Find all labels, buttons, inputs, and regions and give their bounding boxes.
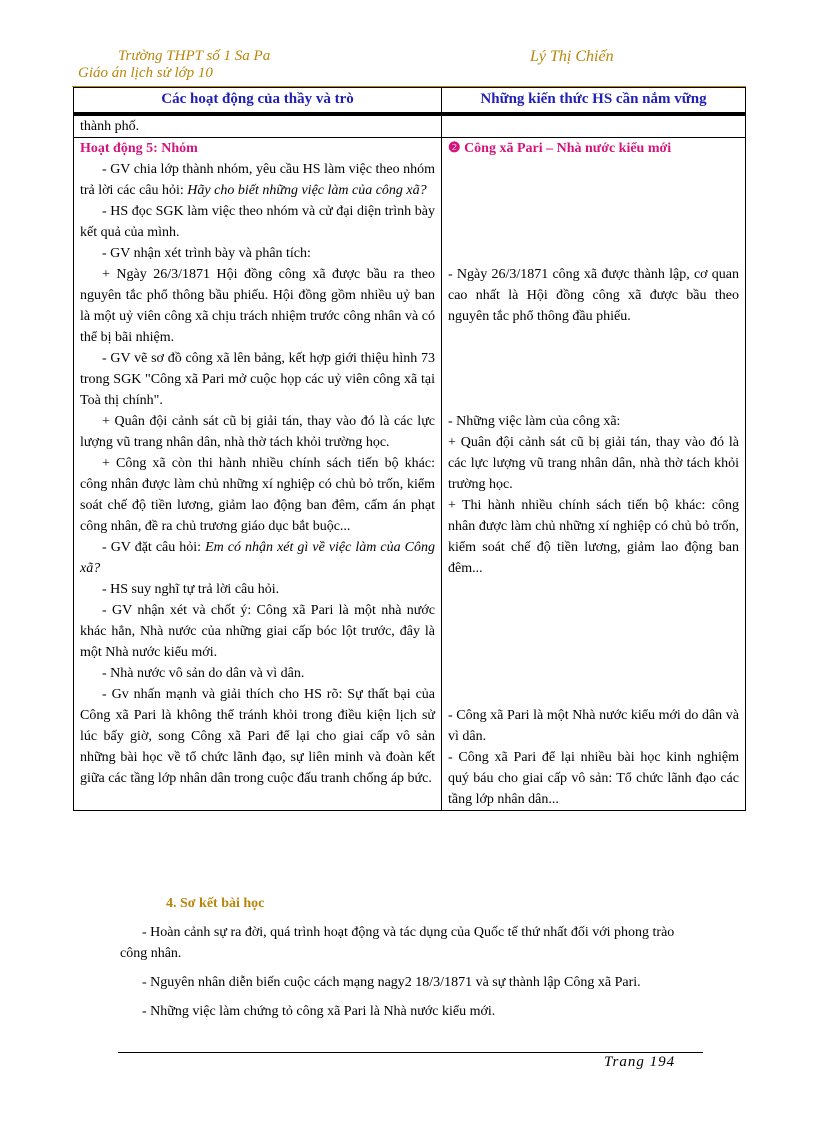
summary-item: - Hoàn cảnh sự ra đời, quá trình hoạt động và tác dụng của Quốc tế thứ nhất đối với phong trào công nhân. — [120, 925, 675, 961]
summary-item: - Những việc làm chứng tỏ công xã Pari là Nhà nước kiểu mới. — [142, 1004, 496, 1019]
summary-item: - Nguyên nhân diễn biến cuộc cách mạng nagy2 18/3/1871 và sự thành lập Công xã Pari. — [142, 975, 641, 990]
table-header-row — [74, 88, 746, 113]
page-number: Trang 194 — [604, 1054, 676, 1070]
activity-para: - Gv nhấn mạnh và giải thích cho HS rõ: Sự thất bại của Công xã Pari là không thể tránh khỏi trong điều kiện lịch sử lúc bấy giờ, song Công xã Pari để lại cho giai cấp vô sản những bài học về tổ chức lãnh đạo, sự liên minh và đoàn kết giữa các tầng lớp nhân dân trong cuộc đấu tranh chống áp bức. — [80, 687, 435, 786]
header-teacher: Lý Thị Chiến — [530, 48, 614, 65]
col1-header: Các hoạt động của thầy và trò — [74, 88, 442, 113]
footer-rule — [118, 1052, 703, 1053]
header-school: Trường THPT số 1 Sa Pa — [118, 48, 271, 64]
knowledge-para: - Công xã Pari là một Nhà nước kiểu mới do dân và vì dân. — [448, 708, 739, 744]
knowledge-para: + Thi hành nhiều chính sách tiến bộ khác: công nhân được làm chủ những xí nghiệp có chủ bỏ trốn, kiểm soát chế độ tiền lương, giảm lao động ban đêm... — [448, 498, 739, 576]
knowledge-title: ❷ Công xã Pari – Nhà nước kiểu mới — [448, 141, 672, 156]
activity-para: - GV nhận xét và chốt ý: Công xã Pari là một nhà nước khác hẳn, Nhà nước của những giai cấp bóc lột trước, đây là một Nhà nước kiểu mới. — [80, 603, 435, 660]
activity-para: - HS suy nghĩ tự trả lời câu hỏi. — [102, 582, 280, 597]
col2-header: Những kiến thức HS cần nắm vững — [442, 88, 746, 113]
activity-para: + Ngày 26/3/1871 Hội đồng công xã được bầu ra theo nguyên tắc phổ thông bầu phiếu. Hội đồng gồm nhiều uỷ ban là một uỷ viên công xã chịu trách nhiệm trước công nhân và có thể bị bãi nhiệm. — [80, 267, 435, 345]
activity-para: + Quân đội cảnh sát cũ bị giải tán, thay vào đó là các lực lượng vũ trang nhân dân, nhà thờ tách khỏi trường học. — [80, 414, 435, 450]
activities-cell — [74, 138, 442, 811]
header-thick-rule — [74, 113, 441, 116]
knowledge-para: + Quân đội cảnh sát cũ bị giải tán, thay vào đó là các lực lượng vũ trang nhân dân, nhà thờ tách khỏi trường học. — [448, 435, 739, 492]
activity-para: + Công xã còn thi hành nhiều chính sách tiến bộ khác: công nhân được làm chủ những xí nghiệp có chủ bỏ trốn, kiểm soát chế độ tiền lương, giảm lao động ban đêm, cấm án phạt công nhân, đề ra chủ trương giáo dục bắt buộc... — [80, 456, 435, 534]
table-row — [74, 138, 746, 811]
bullet-two-icon: ❷ — [448, 141, 461, 156]
header-thick-rule — [442, 113, 745, 116]
lesson-summary — [120, 893, 704, 1022]
knowledge-para: - Ngày 26/3/1871 công xã được thành lập, cơ quan cao nhất là Hội đồng công xã được bầu theo nguyên tắc phổ thông đầu phiếu. — [448, 267, 739, 324]
activity-para: - GV nhận xét trình bày và phân tích: — [102, 246, 311, 261]
activity-para: - HS đọc SGK làm việc theo nhóm và cử đại diện trình bày kết quả của mình. — [80, 204, 435, 240]
table-row — [74, 113, 746, 138]
activity-para: - GV vẽ sơ đồ công xã lên bảng, kết hợp giới thiệu hình 73 trong SGK "Công xã Pari mở cuộc họp các uỷ viên công xã tại Toà thị chính". — [80, 351, 435, 408]
row1-left-text: thành phố. — [80, 119, 140, 134]
activity-title: Hoạt động 5: Nhóm — [80, 141, 198, 156]
header-course: Giáo án lịch sử lớp 10 — [78, 65, 213, 81]
lesson-table — [73, 87, 746, 811]
activity-para: - GV đặt câu hỏi: Em có nhận xét gì về việc làm của Công xã? — [80, 540, 435, 576]
activity-para: - Nhà nước vô sản do dân và vì dân. — [102, 666, 305, 681]
knowledge-para: - Những việc làm của công xã: — [448, 414, 621, 429]
summary-title: 4. Sơ kết bài học — [166, 896, 265, 911]
activity-para: - GV chia lớp thành nhóm, yêu cầu HS làm việc theo nhóm trả lời các câu hỏi: Hãy cho biết những việc làm của công xã? — [80, 162, 435, 198]
knowledge-para: - Công xã Pari để lại nhiều bài học kinh nghiệm quý báu cho giai cấp vô sản: Tổ chức lãnh đạo các tầng lớp nhân dân... — [448, 750, 739, 807]
knowledge-cell — [442, 138, 746, 811]
